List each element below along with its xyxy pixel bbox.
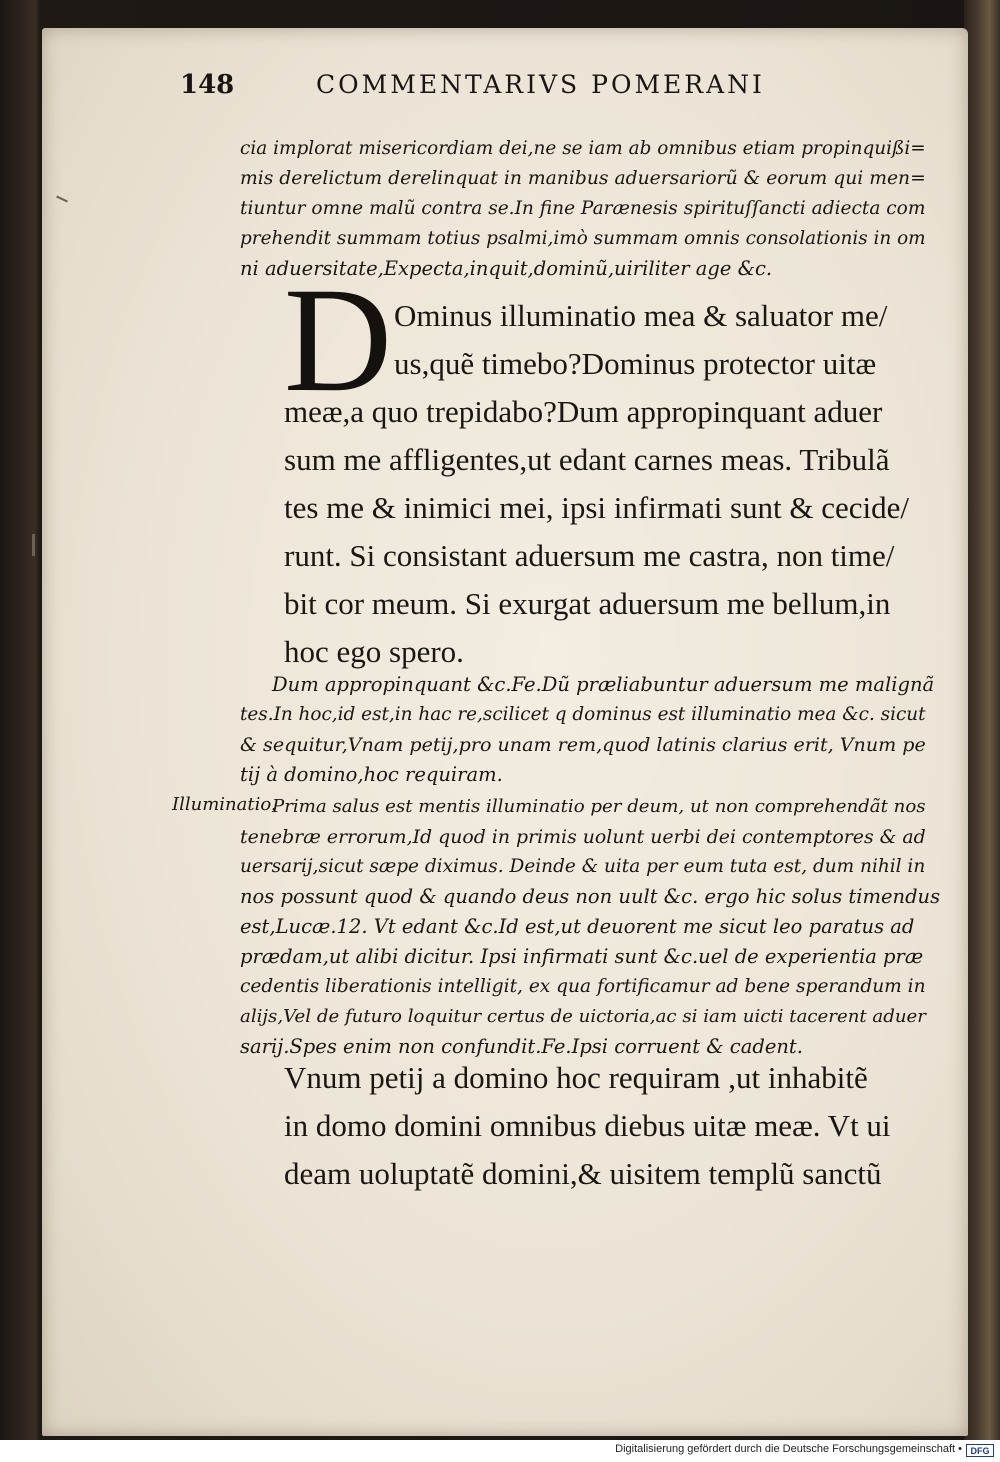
text-line: cedentis liberationis intelligit, ex qua fortificamur ad bene sperandum in bbox=[240, 976, 926, 997]
text-line: uersarij,sicut sæpe diximus. Deinde & uita per eum tuta est, dum nihil in bbox=[240, 856, 926, 877]
margin-note: Illuminatio. bbox=[172, 794, 277, 815]
text-line: tes me & inimici mei, ipsi infirmati sunt & cecide/ bbox=[284, 490, 910, 525]
dfg-logo-icon: DFG bbox=[966, 1444, 994, 1457]
text-line: Vnum petij a domino hoc requiram ,ut inhabitẽ bbox=[284, 1060, 868, 1095]
psalm-text-1 bbox=[284, 292, 944, 676]
text-line: est,Lucæ.12. Vt edant &c.Id est,ut deuorent me sicut leo paratus ad bbox=[240, 915, 915, 938]
text-line: tenebræ errorum,Id quod in primis uolunt uerbi dei contemptores & ad bbox=[240, 826, 926, 848]
text-line: in domo domini omnibus diebus uitæ meæ. Vt ui bbox=[284, 1108, 891, 1143]
commentary-paragraph-2 bbox=[240, 670, 940, 790]
text-line: sarij.Spes enim non confundit.Fe.Ipsi corruent & cadent. bbox=[240, 1035, 803, 1058]
text-line: hoc ego spero. bbox=[284, 634, 464, 669]
attribution-footer bbox=[0, 1440, 1000, 1462]
text-line: bit cor meum. Si exurgat aduersum me bellum,in bbox=[284, 586, 891, 621]
text-line: cia implorat misericordiam dei,ne se iam ab omnibus etiam propinquißi= bbox=[240, 138, 926, 159]
text-line: mis derelictum derelinquat in manibus aduersariorũ & eorum qui men= bbox=[240, 168, 926, 189]
text-line: tes.In hoc,id est,in hac re,scilicet q dominus est illuminatio mea &c. sicut bbox=[240, 704, 926, 725]
text-line: Prima salus est mentis illuminatio per deum, ut non comprehendãt nos bbox=[272, 796, 926, 817]
text-line: tij à domino,hoc requiram. bbox=[240, 763, 503, 786]
commentary-paragraph-1 bbox=[240, 134, 940, 284]
text-line: tiuntur omne malũ contra se.In fine Parænesis spirituſſancti adiecta com bbox=[240, 198, 926, 219]
margin-mark bbox=[32, 534, 35, 556]
text-line: nos possunt quod & quando deus non uult &c. ergo hic solus timendus bbox=[240, 885, 941, 908]
text-line: us,quẽ timebo?Dominus protector uitæ bbox=[394, 346, 877, 381]
text-line: Ominus illuminatio mea & saluator me/ bbox=[394, 298, 888, 333]
page-number: 148 bbox=[180, 70, 235, 100]
running-title: COMMENTARIVS POMERANI bbox=[316, 70, 765, 99]
text-line: meæ,a quo trepidabo?Dum appropinquant aduer bbox=[284, 394, 883, 429]
psalm-text-2 bbox=[284, 1054, 944, 1198]
text-line: & sequitur,Vnam petij,pro unam rem,quod latinis clarius erit, Vnum pe bbox=[240, 734, 926, 756]
text-line: prehendit summam totius psalmi,imò summam omnis consolationis in om bbox=[240, 228, 926, 249]
funding-credit: Digitalisierung gefördert durch die Deutsche Forschungsgemeinschaft • bbox=[615, 1443, 962, 1455]
next-page-edge bbox=[964, 0, 1000, 1440]
drop-cap-initial: D bbox=[283, 284, 393, 396]
text-line: alijs,Vel de futuro loquitur certus de uictoria,ac si iam uicti tacerent aduer bbox=[240, 1006, 926, 1027]
text-line: prædam,ut alibi dicitur. Ipsi infirmati sunt &c.uel de experientia præ bbox=[240, 945, 924, 968]
running-header bbox=[180, 70, 910, 110]
text-line: sum me affligentes,ut edant carnes meas. Tribulã bbox=[284, 442, 890, 477]
text-line: runt. Si consistant aduersum me castra, non time/ bbox=[284, 538, 895, 573]
text-line: ni aduersitate,Expecta,inquit,dominũ,uiriliter age &c. bbox=[240, 257, 773, 280]
commentary-paragraph-3 bbox=[240, 792, 940, 1062]
text-line: Dum appropinquant &c.Fe.Dũ præliabuntur aduersum me malignã bbox=[272, 673, 935, 696]
text-line: deam uoluptatẽ domini,& uisitem templũ sanctũ bbox=[284, 1156, 882, 1191]
